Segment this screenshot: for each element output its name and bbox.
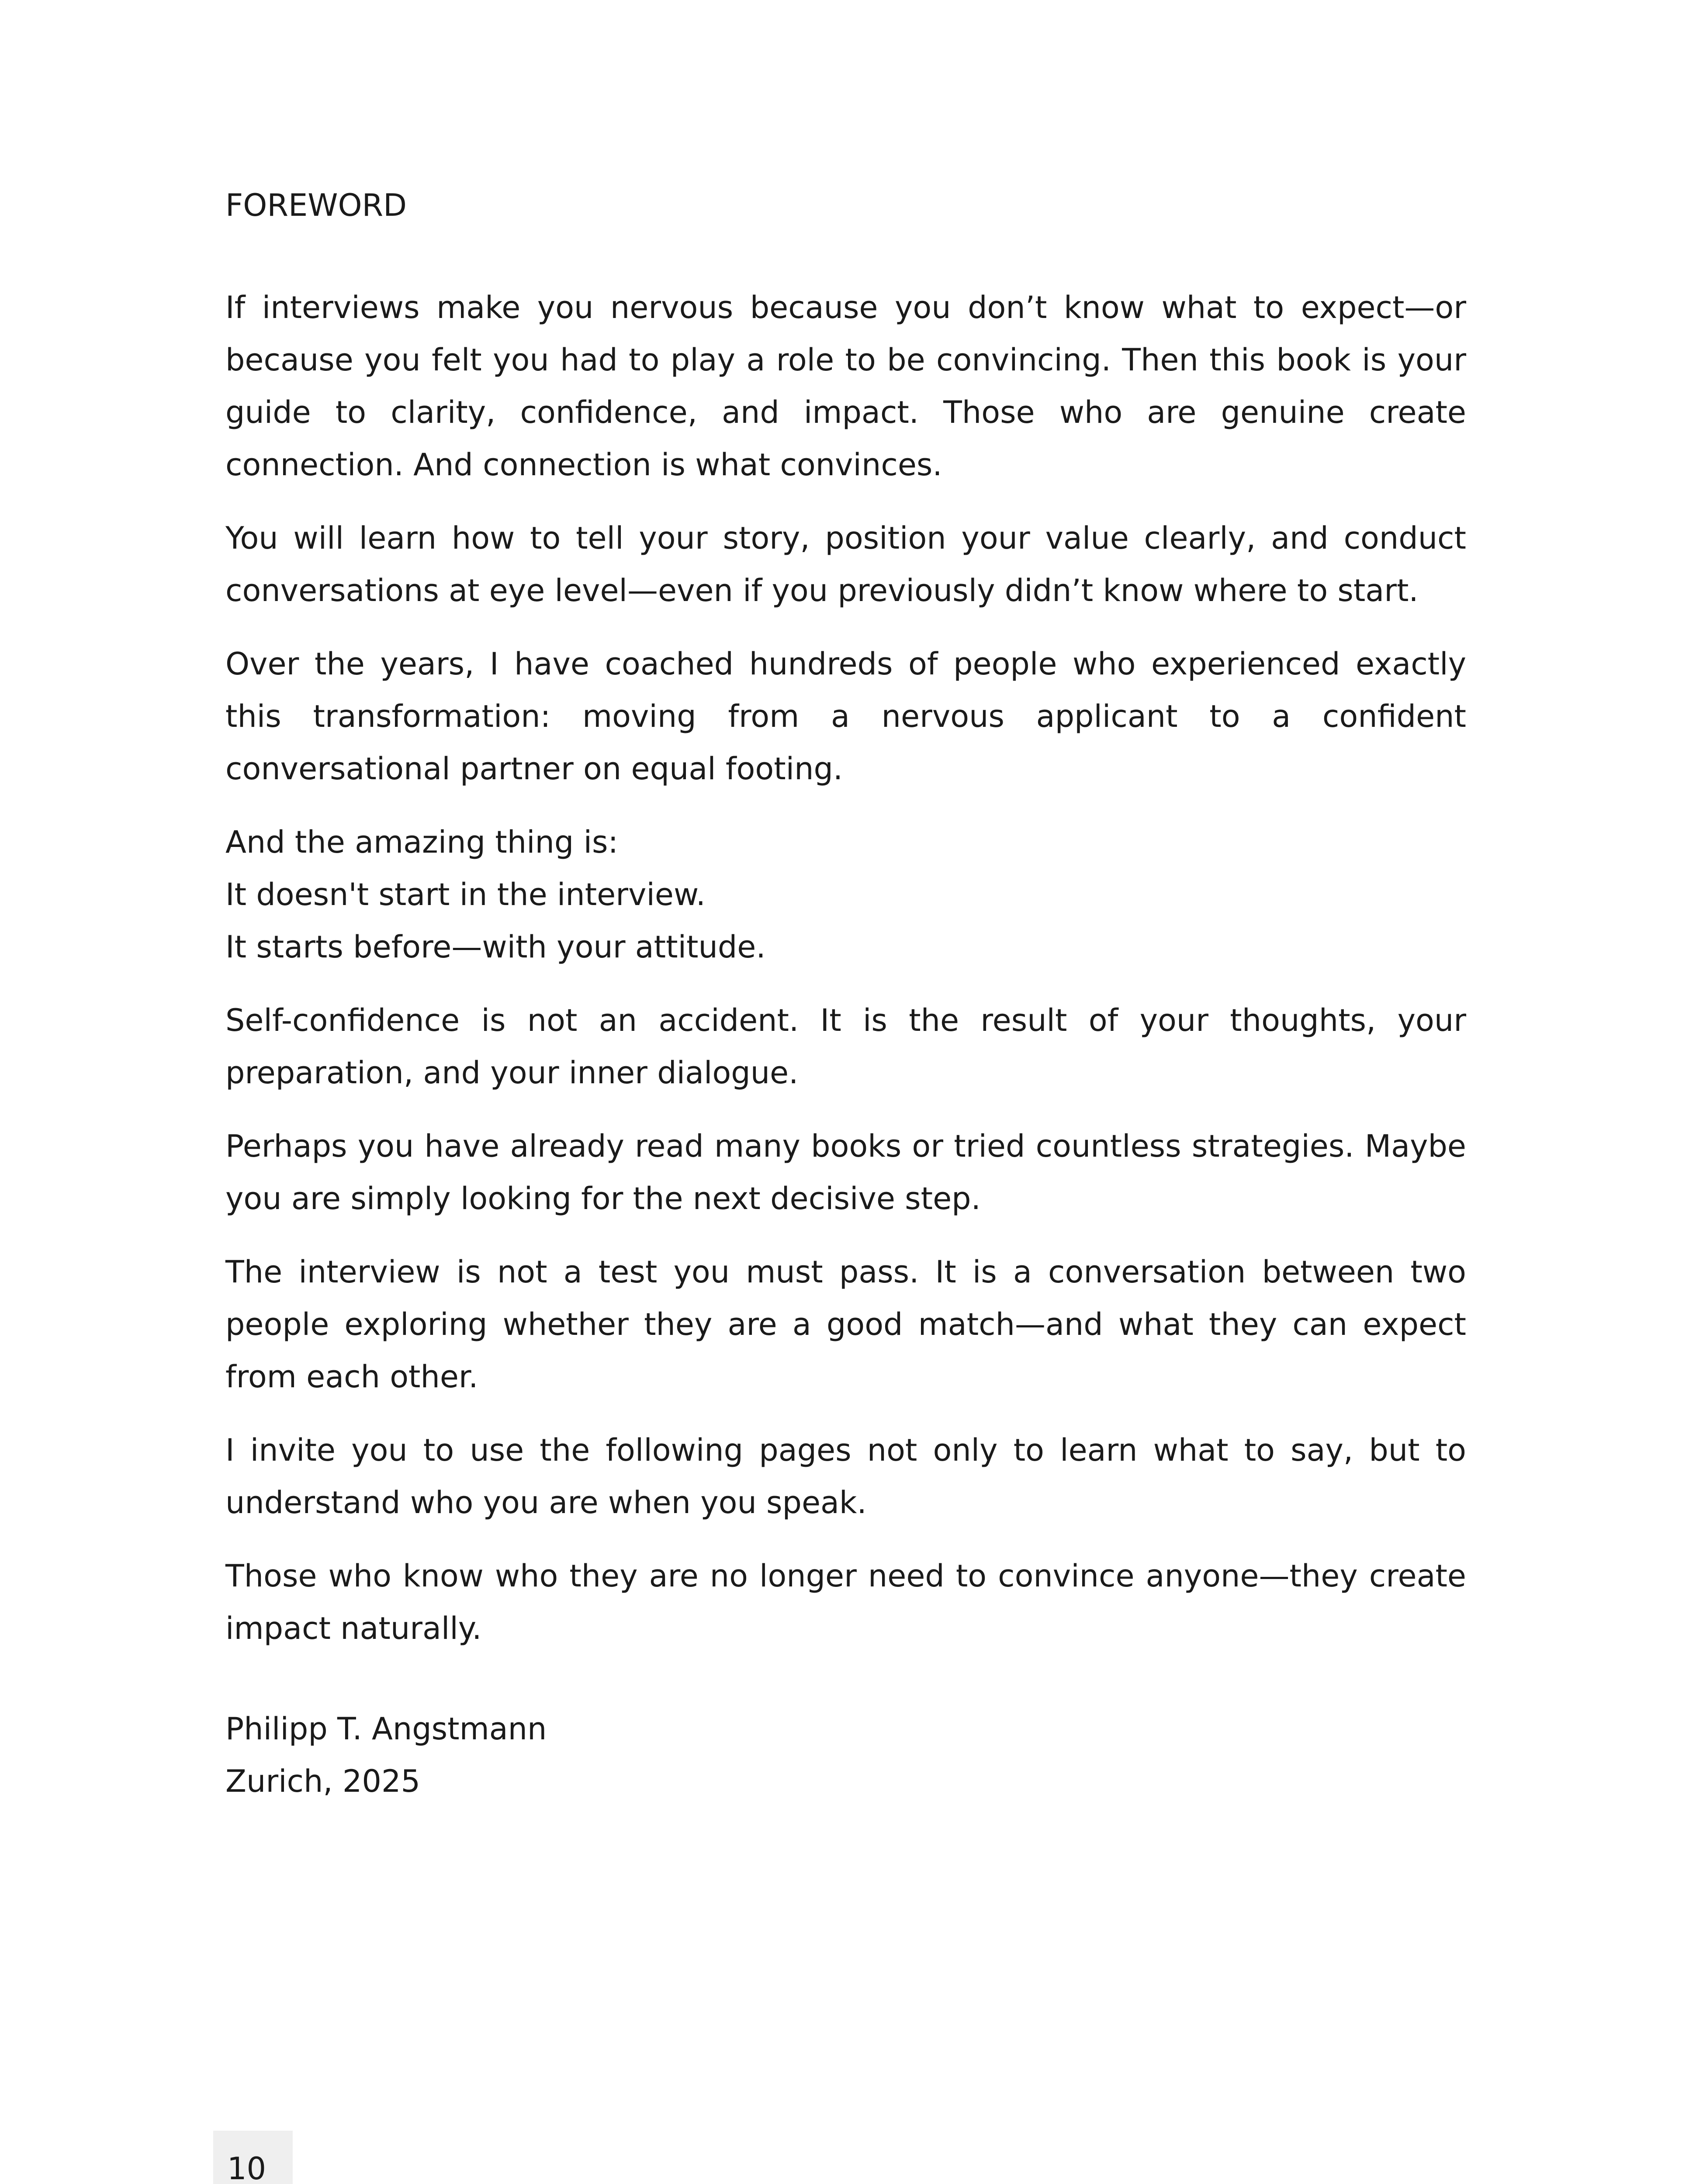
- paragraph: Self-confidence is not an accident. It is the result of your thoughts, your preparation, and your inner dialogue.: [225, 1002, 1466, 1091]
- line: It starts before—with your attitude.: [225, 929, 766, 965]
- author-name: Philipp T. Angstmann: [225, 1711, 547, 1747]
- line: It doesn't start in the interview.: [225, 877, 706, 912]
- chapter-heading: FOREWORD: [225, 187, 407, 223]
- amazing-thing-paragraph: [225, 816, 1466, 973]
- paragraph: Over the years, I have coached hundreds of people who experienced exactly this transformation: moving from a nervous applicant to a confident conversational partner on equal footing.: [225, 646, 1466, 787]
- foreword-text: [225, 179, 1466, 1807]
- paragraph: Perhaps you have already read many books or tried countless strategies. Maybe you are simply looking for the next decisive step.: [225, 1128, 1466, 1216]
- paragraph: I invite you to use the following pages not only to learn what to say, but to understand who you are when you speak.: [225, 1432, 1466, 1521]
- paragraph: You will learn how to tell your story, position your value clearly, and conduct conversations at eye level—even if you previously didn’t know where to start.: [225, 520, 1466, 608]
- paragraph: Those who know who they are no longer need to convince anyone—they create impact naturally.: [225, 1558, 1466, 1646]
- page-number: 10: [227, 2151, 267, 2184]
- paragraph: If interviews make you nervous because you don’t know what to expect—or because you felt you had to play a role to be convincing. Then this book is your guide to clarity, confidence, and impact. Those who are genuine create connection. And connection is what convinces.: [225, 290, 1466, 483]
- place-date: Zurich, 2025: [225, 1763, 421, 1799]
- paragraph: The interview is not a test you must pass. It is a conversation between two people exploring whether they are a good match—and what they can expect from each other.: [225, 1254, 1466, 1395]
- signature-block: [225, 1703, 1466, 1807]
- line: And the amazing thing is:: [225, 824, 619, 860]
